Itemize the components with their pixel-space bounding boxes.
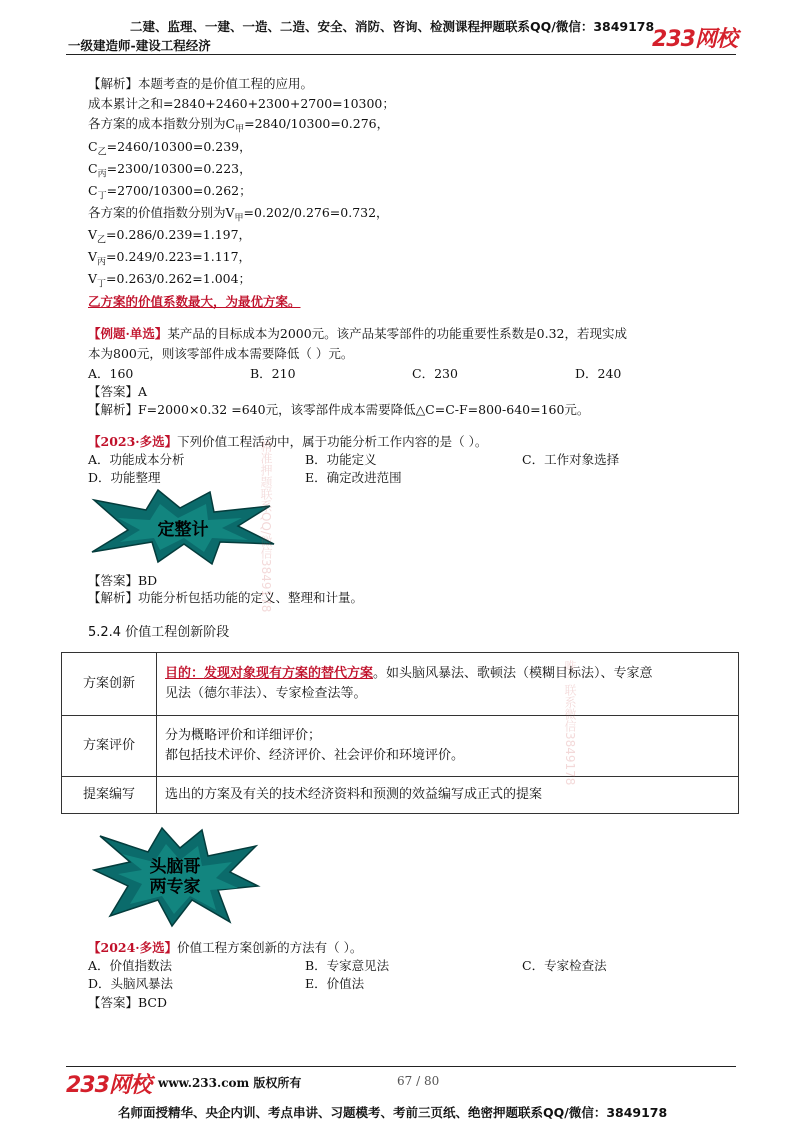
analysis-line: $C_丁=2700/10300=0.262$； — [88, 183, 252, 202]
example-question-line2: 本为800元，则该零部件成本需要降低（ ）元。 — [88, 346, 354, 361]
analysis-heading: 【解析】本题考查的是价值工程的应用。 — [88, 76, 314, 91]
table-key: 方案评价 — [62, 716, 157, 777]
starburst-2-label-line1: 头脑哥 — [149, 857, 201, 877]
analysis-line: 各方案的价值指数分别为$V_甲=0.202/0.276=0.732$， — [88, 205, 389, 224]
option-a: A．功能成本分析 — [88, 452, 185, 467]
option-a: A．价值指数法 — [88, 958, 173, 973]
analysis-conclusion: 乙方案的价值系数最大，为最优方案。 — [88, 294, 301, 309]
table-key: 提案编写 — [62, 777, 157, 814]
footer-logo: 233网校 — [66, 1073, 151, 1098]
table-row — [62, 716, 739, 777]
watermark: 精准押题联系QQ/微信3849178 — [259, 440, 273, 613]
q2023-answer: 【答案】BD — [88, 573, 158, 588]
table-value: 分为概略评价和详细评价； 都包括技术评价、经济评价、社会评价和环境评价。 — [157, 716, 739, 777]
section-title: 5.2.4 价值工程创新阶段 — [88, 625, 230, 640]
option-e: E．确定改进范围 — [305, 470, 402, 485]
analysis-line: $V_丁=0.263/0.262=1.004$； — [88, 271, 252, 290]
analysis-line: $C_丙=2300/10300=0.223$， — [88, 161, 252, 180]
table-row — [62, 653, 739, 716]
table-value: 目的：发现对象现有方案的替代方案。如头脑风暴法、歌顿法（模糊目标法）、专家意 见法（德尔菲法）、专家检查法等。 — [157, 653, 739, 716]
analysis-line: 成本累计之和=2840+2460+2300+2700=10300； — [88, 96, 395, 111]
header-top-line: 二建、监理、一建、一造、二造、安全、消防、咨询、检测课程押题联系QQ/微信：3849178 — [130, 19, 655, 34]
footer-site: www.233.com 版权所有 — [158, 1076, 302, 1090]
header-subtitle: 一级建造师-建设工程经济 — [68, 38, 211, 53]
q2024-question: 【2024·多选】价值工程方案创新的方法有（ ）。 — [88, 940, 363, 955]
footer-page: 67 / 80 — [397, 1074, 440, 1088]
header-logo: 233网校 — [652, 27, 737, 52]
option-e: E．价值法 — [305, 976, 365, 991]
innovation-stage-table — [61, 652, 739, 814]
footer-bottom-line: 名师面授精华、央企内训、考点串讲、习题模考、考前三页纸、绝密押题联系QQ/微信：3849178 — [118, 1105, 668, 1120]
analysis-line: $C_乙=2460/10300=0.239$， — [88, 139, 252, 158]
starburst-2-label-line2: 两专家 — [149, 877, 201, 897]
table-row — [62, 777, 739, 814]
option-d: D．240 — [575, 366, 622, 381]
q2024-answer: 【答案】BCD — [88, 995, 168, 1010]
option-c: C．专家检查法 — [522, 958, 607, 973]
q2023-analysis: 【解析】功能分析包括功能的定义、整理和计量。 — [88, 590, 364, 605]
header-rule — [66, 54, 736, 55]
footer-rule — [66, 1066, 736, 1067]
example-analysis: 【解析】F=2000×0.32 =640元，该零部件成本需要降低△C=C-F=800-640=160元。 — [88, 402, 590, 417]
example-question-line1: 【例题·单选】某产品的目标成本为2000元。该产品某零部件的功能重要性系数是0.32，若现实成 — [88, 326, 628, 341]
option-d: D．功能整理 — [88, 470, 161, 485]
q2023-question: 【2023·多选】下列价值工程活动中，属于功能分析工作内容的是（ ）。 — [88, 434, 488, 449]
option-b: B．专家意见法 — [305, 958, 390, 973]
option-b: B．210 — [250, 366, 296, 381]
option-c: C．230 — [412, 366, 458, 381]
table-value: 选出的方案及有关的技术经济资料和预测的效益编写成正式的提案 — [157, 777, 739, 814]
analysis-line: $V_丙=0.249/0.223=1.117$， — [88, 249, 252, 268]
option-a: A．160 — [88, 366, 134, 381]
option-b: B．功能定义 — [305, 452, 377, 467]
example-answer: 【答案】A — [88, 384, 148, 399]
table-key: 方案创新 — [62, 653, 157, 716]
option-d: D．头脑风暴法 — [88, 976, 174, 991]
analysis-line: 各方案的成本指数分别为$C_甲=2840/10300=0.276$， — [88, 116, 390, 135]
watermark: 唯一联系微信3849178 — [563, 660, 577, 786]
starburst-1-label: 定整计 — [157, 520, 209, 540]
analysis-line: $V_乙=0.286/0.239=1.197$， — [88, 227, 252, 246]
option-c: C．工作对象选择 — [522, 452, 620, 467]
